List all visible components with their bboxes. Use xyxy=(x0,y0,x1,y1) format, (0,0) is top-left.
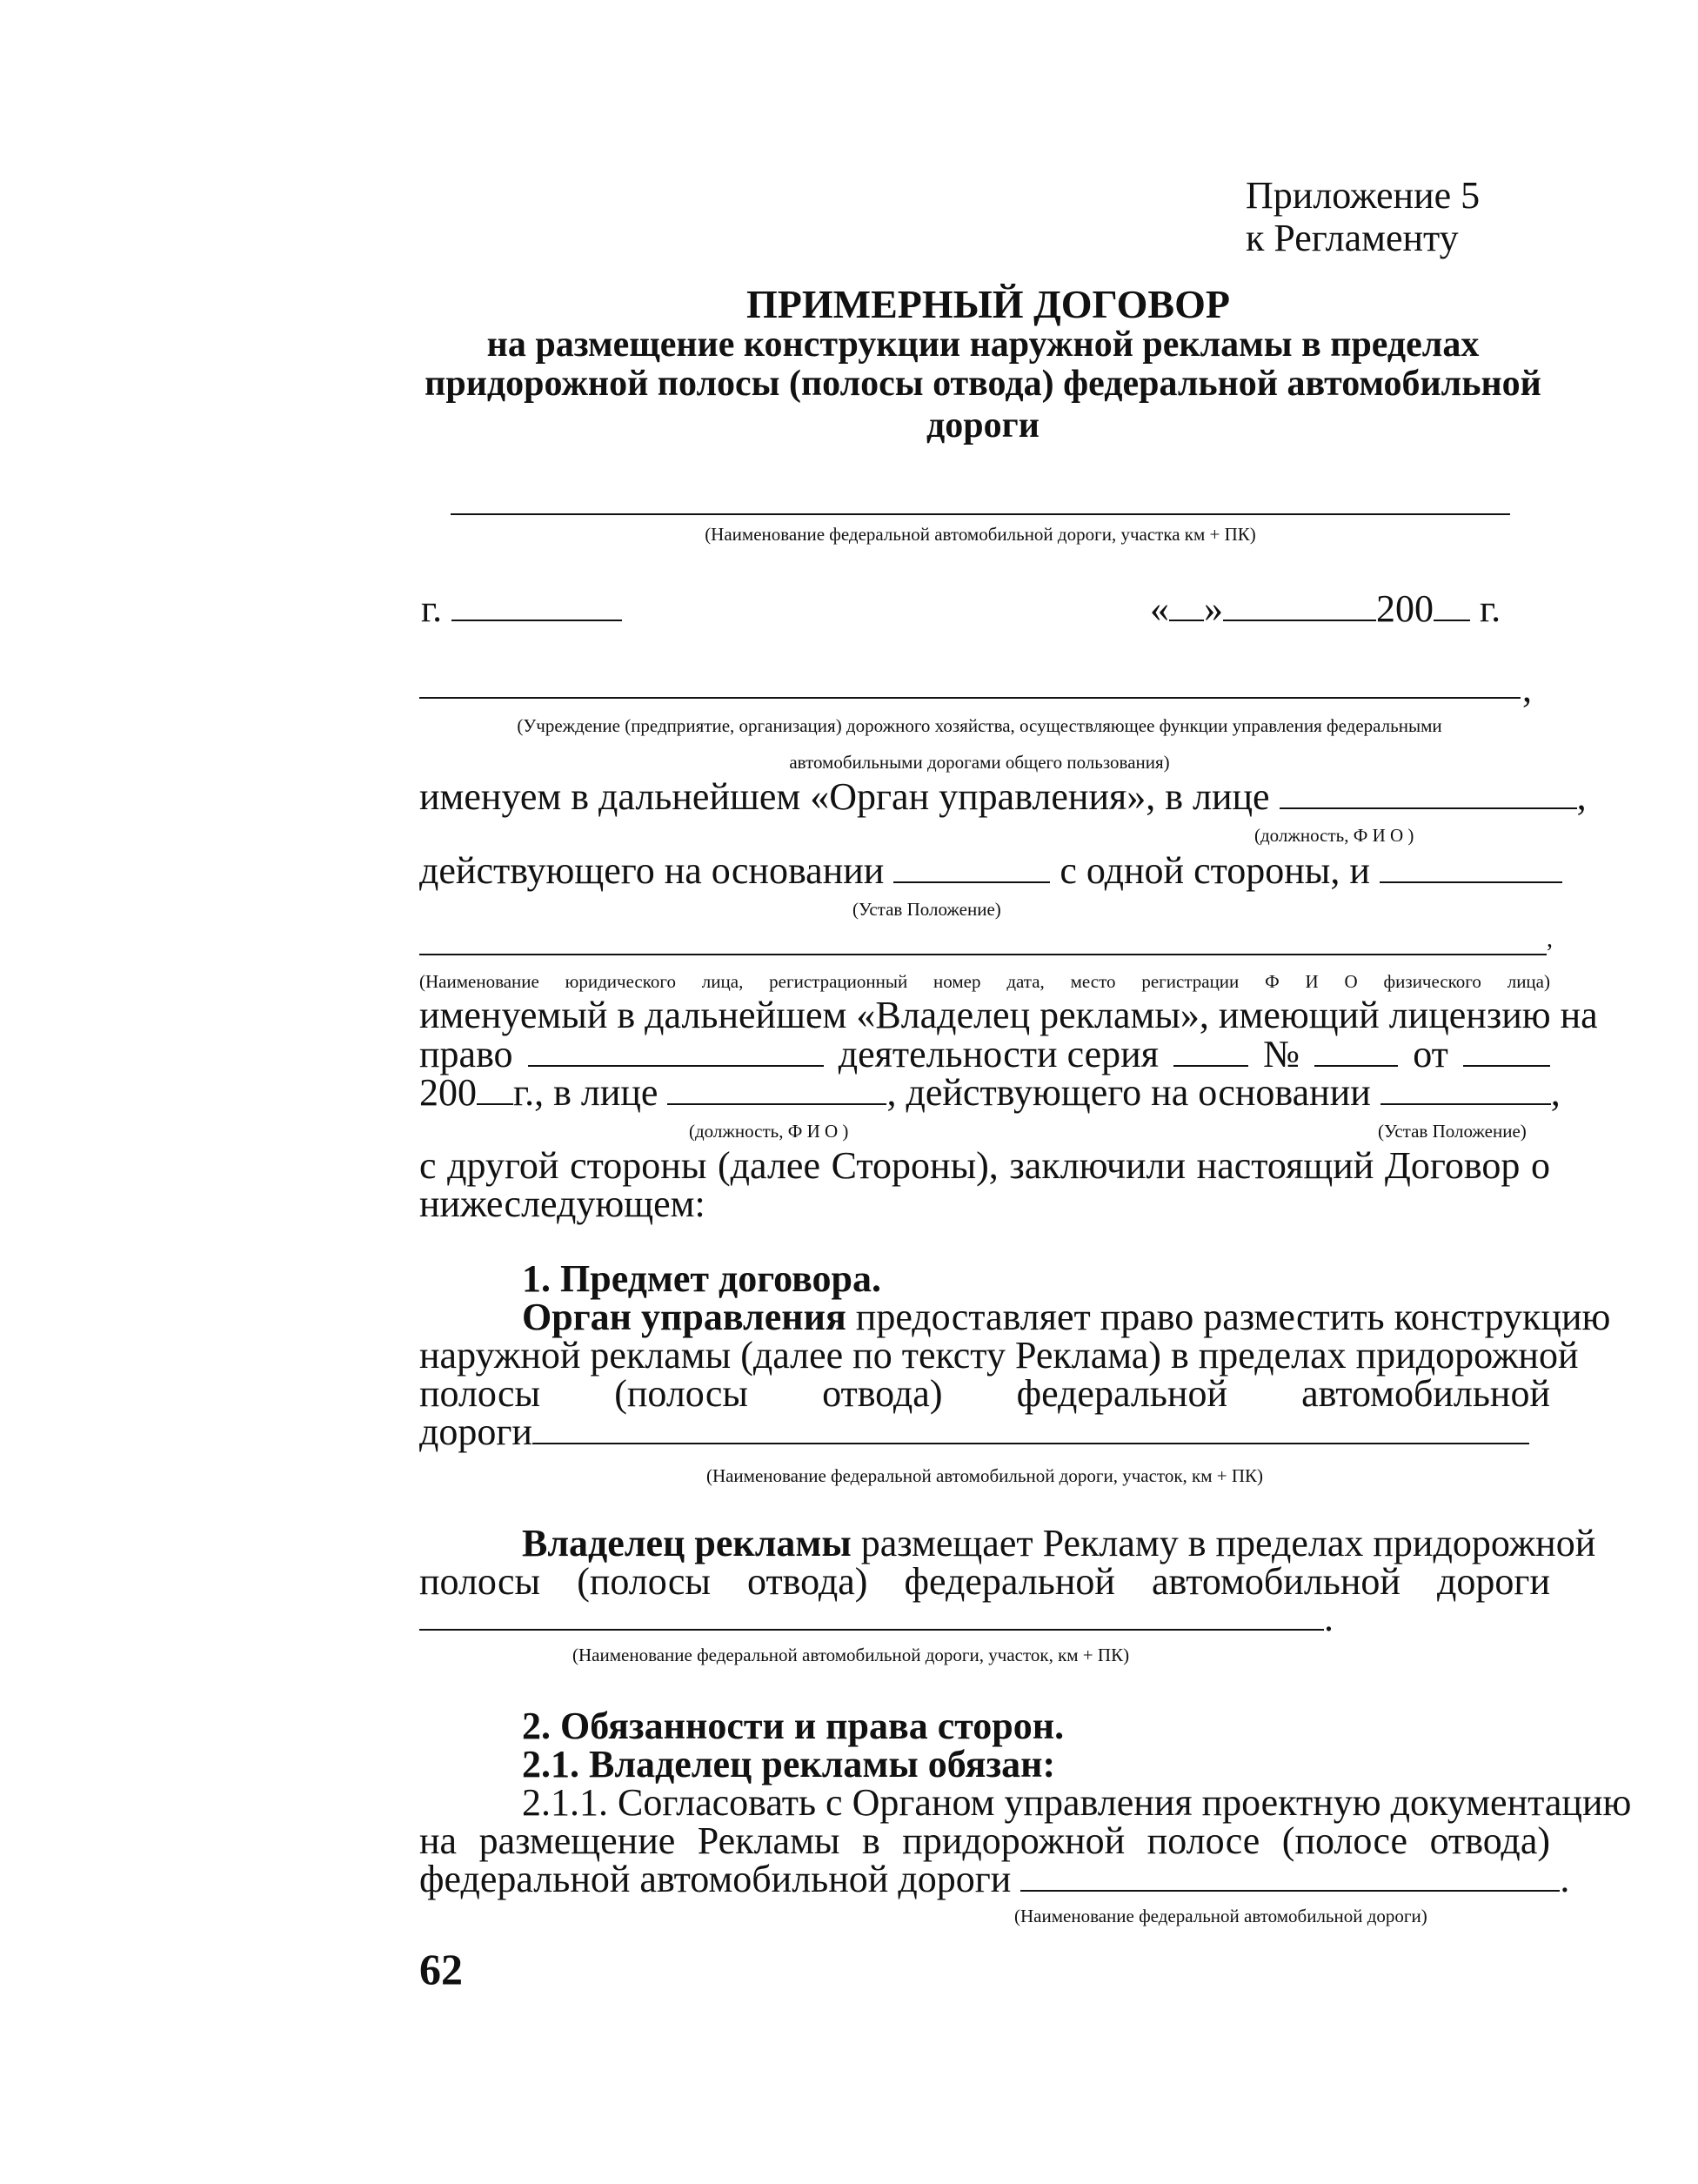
section1-heading: 1. Предмет договора. xyxy=(522,1257,881,1300)
section1-p2-line1 xyxy=(522,1522,1596,1564)
caption-position-fio: (должность, Ф И О ) xyxy=(1254,825,1414,846)
caption-organization-line2: автомобильными дорогами общего пользования) xyxy=(789,752,1170,773)
section1-road-blank-2 xyxy=(419,1629,1324,1631)
license-number-blank xyxy=(1314,1065,1398,1067)
section2-p1-line2: на размещение Рекламы в придорожной полосе (полосе отвода) xyxy=(419,1819,1550,1862)
owner-license-from-text: от xyxy=(1413,1033,1448,1075)
page-number: 62 xyxy=(419,1945,463,1993)
one-side-text: с одной стороны, и xyxy=(1060,849,1370,892)
caption-legal-entity: (Наименование юридического лица, регистрационный номер дата, место регистрации Ф И О физического лица) xyxy=(419,971,1550,992)
section1-road-blank xyxy=(532,1443,1529,1444)
license-activity-blank xyxy=(528,1065,824,1067)
owner-year-prefix: 200 xyxy=(419,1071,477,1114)
organization-blank xyxy=(419,697,1521,699)
appendix-line1: Приложение 5 xyxy=(1246,174,1481,217)
counterparty-blank xyxy=(1380,881,1562,883)
section1-p1-rest: предоставляет право разместить конструкцию xyxy=(855,1296,1611,1338)
section1-p1-line4 xyxy=(419,1410,1529,1453)
owner-license-right-text: право xyxy=(419,1033,513,1075)
document-subtitle-line1: на размещение конструкции наружной рекламы в пределах xyxy=(486,325,1480,365)
appendix-line2: к Регламенту xyxy=(1246,217,1459,259)
section1-road-word: дороги xyxy=(419,1410,532,1453)
caption-charter: (Устав Положение) xyxy=(852,899,1001,920)
comma: , xyxy=(1576,775,1587,818)
legal-entity-line-comma: , xyxy=(1547,926,1553,953)
document-title: ПРИМЕРНЫЙ ДОГОВОР xyxy=(746,282,1230,326)
other-side-line2: нижеследующем: xyxy=(419,1182,705,1225)
city-blank xyxy=(451,620,622,621)
section1-p1-line2: наружной рекламы (далее по тексту Реклама) в пределах придорожной xyxy=(419,1334,1579,1377)
section2-p1-end: . xyxy=(1560,1858,1570,1900)
other-side-line1: с другой стороны (далее Стороны), заключили настоящий Договор о xyxy=(419,1144,1550,1187)
owner-basis-blank xyxy=(1380,1103,1551,1105)
section1-p2-rest: размещает Рекламу в пределах придорожной xyxy=(860,1522,1596,1564)
year-blank xyxy=(1434,620,1470,621)
city-line xyxy=(421,587,622,630)
organization-line-comma: , xyxy=(1522,667,1532,710)
license-series-blank xyxy=(1173,1065,1248,1067)
owner-representative-blank xyxy=(667,1103,886,1105)
authority-named-text: именуем в дальнейшем «Орган управления», в лице xyxy=(419,775,1270,818)
legal-entity-blank xyxy=(419,954,1547,955)
date-open-quote: « xyxy=(1150,587,1169,630)
section1-p2-end: . xyxy=(1324,1597,1334,1639)
acting-basis-line xyxy=(419,849,1562,892)
owner-named-line: именуемый в дальнейшем «Владелец рекламы», имеющий лицензию на xyxy=(419,994,1598,1036)
section2-road-blank xyxy=(1020,1890,1560,1892)
authority-basis-blank xyxy=(893,881,1050,883)
authority-named-line xyxy=(419,775,1587,818)
section2-subheading: 2.1. Владелец рекламы обязан: xyxy=(522,1743,1056,1785)
city-prefix: г. xyxy=(421,587,443,630)
date-line xyxy=(1150,587,1501,630)
owner-year-blank xyxy=(477,1103,513,1105)
section1-p2-line2: полосы (полосы отвода) федеральной автомобильной дороги xyxy=(419,1560,1550,1603)
owner-license-number-sign: № xyxy=(1263,1033,1300,1075)
month-blank xyxy=(1223,620,1376,621)
year-suffix: г. xyxy=(1480,587,1501,630)
caption-road-top: (Наименование федеральной автомобильной дороги, участка км + ПК) xyxy=(705,524,1256,545)
caption-organization-line1: (Учреждение (предприятие, организация) дорожного хозяйства, осуществляющее функции управления федеральными xyxy=(517,715,1442,736)
section2-road-text: федеральной автомобильной дороги xyxy=(419,1858,1012,1900)
caption-charter-2: (Устав Положение) xyxy=(1378,1121,1527,1142)
section2-caption-road: (Наименование федеральной автомобильной дороги) xyxy=(1014,1906,1427,1926)
authority-representative-blank xyxy=(1280,807,1577,809)
document-subtitle-line3: дороги xyxy=(926,405,1040,446)
document-subtitle-line2: придорожной полосы (полосы отвода) федеральной автомобильной xyxy=(424,364,1541,404)
date-close-quote: » xyxy=(1204,587,1223,630)
section1-caption-road: (Наименование федеральной автомобильной дороги, участок, км + ПК) xyxy=(705,1465,1264,1486)
section2-heading: 2. Обязанности и права сторон. xyxy=(522,1705,1065,1747)
comma: , xyxy=(1550,1071,1561,1114)
road-name-blank xyxy=(451,513,1510,515)
owner-license-line xyxy=(419,1035,1550,1074)
license-date-blank xyxy=(1463,1065,1550,1067)
section1-p2-bold: Владелец рекламы xyxy=(522,1522,852,1564)
owner-acting-basis-text: , действующего на основании xyxy=(886,1071,1371,1114)
section1-p1-line3: полосы (полосы отвода) федеральной автомобильной xyxy=(419,1372,1550,1415)
owner-license-activity-text: деятельности серия xyxy=(838,1033,1159,1075)
caption-position-fio-2: (должность, Ф И О ) xyxy=(689,1121,849,1142)
owner-representative-line xyxy=(419,1071,1561,1114)
acting-basis-text: действующего на основании xyxy=(419,849,885,892)
owner-in-person-text: г., в лице xyxy=(513,1071,658,1114)
section2-p1-line3 xyxy=(419,1860,1569,1899)
section1-p1-line1 xyxy=(522,1296,1611,1338)
year-prefix: 200 xyxy=(1376,587,1434,630)
section1-p1-bold: Орган управления xyxy=(522,1296,846,1338)
section1-caption-road-2: (Наименование федеральной автомобильной дороги, участок, км + ПК) xyxy=(572,1645,1130,1665)
day-blank xyxy=(1169,620,1204,621)
section2-p1-line1: 2.1.1. Согласовать с Органом управления проектную документацию xyxy=(522,1781,1632,1824)
